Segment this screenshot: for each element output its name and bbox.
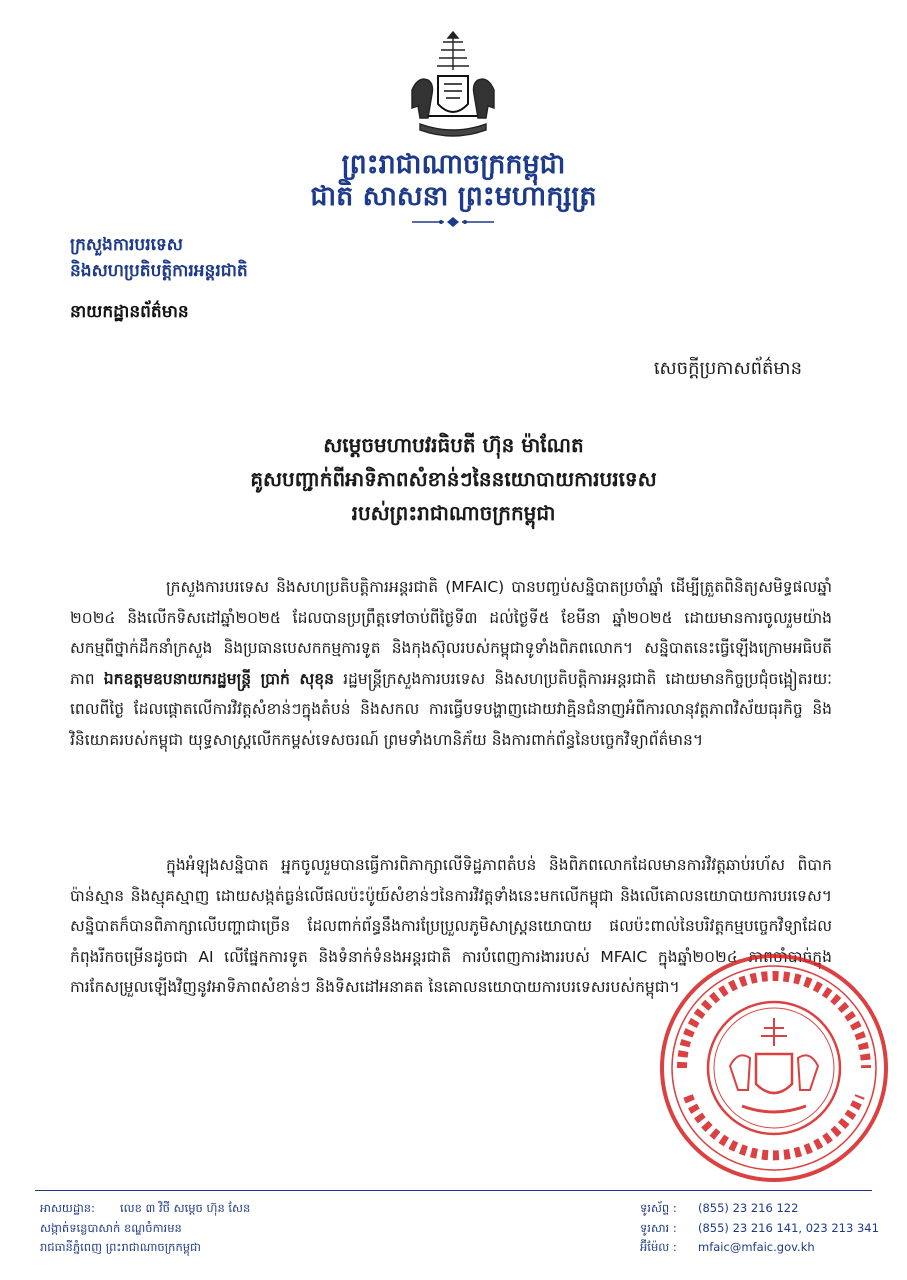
body-paragraph-2: ក្នុងអំឡុងសន្និបាត អ្នកចូលរួមបានធ្វើការពិភាក្សាលើទិដ្ឋភាពតំបន់ និងពិភពលោកដែលមានការវិវត្តឆាប់រហ័ស ពិបាកប៉ាន់ស្មាន និងស្មុគស្មាញ ដោយសង្កត់ធ្ងន់លើផលប៉ះប៉ូយ៍សំខាន់ៗនៃការវិវត្តទាំងនេះមកលើកម្ពុជា និងលើគោលនយោបាយការបរទេស។ សន្និបាតក៏បានពិភាក្សាលើបញ្ហាជាច្រើន ដែលពាក់ព័ន្ធនឹងការប្រែប្រួលភូមិសាស្ត្រនយោបាយ ផលប៉ះពាល់នៃបរិវត្តកម្មបច្ចេកវិទ្យាដែលកំពុងរីកចម្រើនដូចជា AI លើផ្នែកការទូត និងទំនាក់ទំនងអន្តរជាតិ ការបំពេញការងាររបស់ MFAIC ក្នុងឆ្នាំ២០២៤ ភាពចាំបាច់ក្នុងការកែសម្រួលឡើងវិញនូវអាទិភាពសំខាន់ៗ និងទិសដៅអនាគត នៃគោលនយោបាយការបរទេសរបស់កម្ពុជា។ [70, 856, 832, 996]
national-motto: ជាតិ សាសនា ព្រះមហាក្សត្រ [310, 181, 597, 212]
headline-line2: គូសបញ្ជាក់ពីអាទិភាពសំខាន់ៗនៃនយោបាយការបរទេស [250, 467, 657, 491]
footer-divider [35, 1190, 872, 1191]
fax-label: ទូរសារ : [640, 1220, 677, 1235]
address-line-2: សង្កាត់ទន្លេបាសាក់ ខណ្ឌចំការមន [40, 1220, 182, 1235]
headline-line3: របស់ព្រះរាជាណាចក្រកម្ពុជា [351, 501, 556, 525]
paragraph-1-text-b: រដ្ឋមន្ត្រីក្រសួងការបរទេស និងសហប្រតិបត្តិការអន្តរជាតិ ដោយមានកិច្ចប្រជុំចង្អៀតរយៈពេលពីថ្ងៃ ដែលផ្តោតលើការវិវត្តសំខាន់ៗក្នុងតំបន់ និងសកល ការធ្វើបទបង្ហាញដោយវាគ្មិនជំនាញអំពីការលានុវត្តភាពវិស័យធុរកិច្ច និងវិនិយោគរបស់កម្ពុជា យុទ្ធសាស្ត្រលើកកម្ពស់ទេសចរណ៍ ព្រមទាំងហានិភ័យ និងការពាក់ព័ន្ធនៃបច្ចេកវិទ្យាព័ត៌មាន។ [70, 669, 832, 749]
footer-contacts [640, 1199, 879, 1258]
address-label: អាសយដ្ឋាន: [40, 1201, 95, 1215]
phone-label: ទូរស័ព្ទ : [640, 1201, 677, 1215]
official-seal-icon [652, 946, 897, 1191]
ministry-name-line1: ក្រសួងការបរទេស [70, 235, 183, 255]
document-type: សេចក្តីប្រកាសព័ត៌មាន [653, 358, 802, 379]
address-street: លេខ ៣ វិថី សម្តេច ហ៊ុន សែន [120, 1201, 251, 1215]
email-label: អ៊ីម៉ែល : [640, 1240, 677, 1254]
kingdom-name: ព្រះរាជាណាចក្រកម្ពុជា [341, 149, 566, 180]
phone-value: (855) 23 216 122 [698, 1201, 799, 1215]
department-name: នាយកដ្ឋានព័ត៌មាន [70, 302, 189, 322]
paragraph-1-text-a: ក្រសួងការបរទេស និងសហប្រតិបត្តិការអន្តរជាតិ (MFAIC) បានបញ្ចប់សន្និបាតប្រចាំឆ្នាំ ដើម្បីត្រួតពិនិត្យសមិទ្ធផលឆ្នាំ ២០២៤ និងលើកទិសដៅឆ្នាំ២០២៥ ដែលបានប្រព្រឹត្តទៅចាប់ពីថ្ងៃទី៣ ដល់ថ្ងៃទី៥ ខែមីនា ឆ្នាំ២០២៥ ដោយមានការចូលរួមយ៉ាងសកម្មពីថ្នាក់ដឹកនាំក្រសួង និងប្រធានបេសកកម្មការទូត និងកុងស៊ុលរបស់កម្ពុជាទូទាំងពិភពលោក។ សន្និបាតនេះធ្វើឡើងក្រោមអធិបតីភាព [70, 578, 832, 688]
royal-arms-emblem-icon [398, 28, 508, 143]
phone-row [640, 1199, 879, 1219]
headline-line1: សម្តេចមហាបវរធិបតី ហ៊ុន ម៉ាណែត [323, 433, 584, 457]
address-line-1 [40, 1199, 250, 1219]
email-row [640, 1238, 879, 1258]
address-line-3: រាជធានីភ្នំពេញ ព្រះរាជាណាចក្រកម្ពុជា [40, 1240, 201, 1254]
paragraph-1-bold-name: ឯកឧត្តមឧបនាយករដ្ឋមន្ត្រី ប្រាក់ សុខុន [103, 669, 334, 688]
fax-row [640, 1219, 879, 1239]
email-value: mfaic@mfaic.gov.kh [698, 1240, 815, 1254]
ministry-name-line2: និងសហប្រតិបត្តិការអន្តរជាតិ [70, 261, 248, 281]
body-paragraph-1 [70, 572, 832, 755]
footer-address [40, 1199, 250, 1258]
fax-value: (855) 23 216 141, 023 213 341 [698, 1220, 879, 1235]
tbal-ornament-icon [410, 216, 496, 228]
